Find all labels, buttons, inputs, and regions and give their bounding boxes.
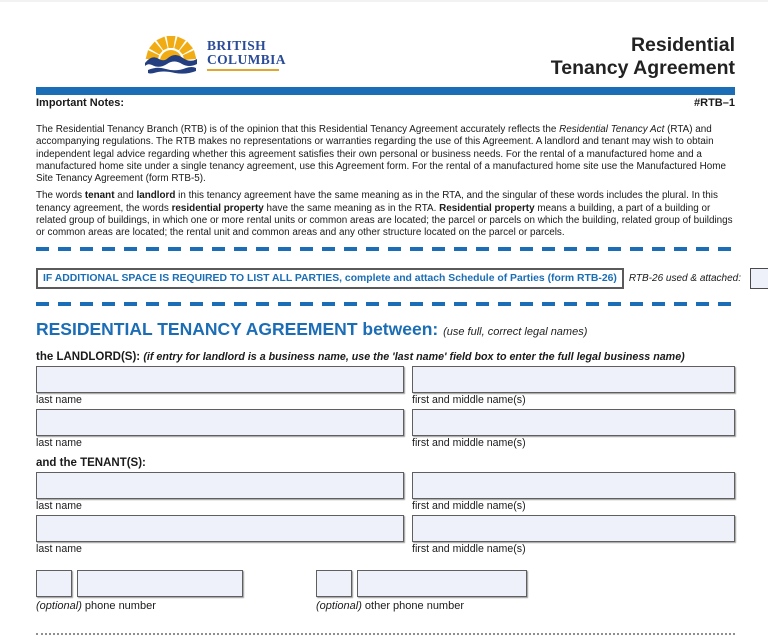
last-name-label: last name [36,542,82,555]
other-phone-label-text: other phone number [364,599,464,612]
form-number: #RTB–1 [694,97,735,109]
first-middle-name-label: first and middle name(s) [412,542,526,555]
landlord-heading-note: (if entry for landlord is a business name, use the 'last name' field box to enter the full legal business name) [143,350,685,363]
tenant-2-last-name-input[interactable] [36,515,404,542]
header-accent-bar [36,87,735,95]
landlord-heading-text: the LANDLORD(S): [36,350,141,363]
blue-dashed-divider-bottom [36,302,735,306]
first-middle-name-label: first and middle name(s) [412,499,526,512]
p2-term-residential-property: residential property [171,202,264,214]
p1-text-a: The Residential Tenancy Branch (RTB) is of the opinion that this Residential Tenancy Agreement accurately reflects the [36,124,560,135]
page-header [36,34,735,82]
p2-text-a: The words [36,190,85,202]
page-title [551,34,735,80]
phone-label-text: phone number [84,599,156,612]
blue-dashed-divider-top [36,247,735,251]
p2-text-b: and [114,190,137,202]
p2-text-c: in this tenancy agreement have the same meaning as in the RTA, and the singular of these words includes the plural. In this tenancy agreement, the words [36,190,718,214]
intro-paragraph-2 [36,190,735,239]
agreement-heading-note: (use full, correct legal names) [443,325,588,338]
optional-label: (optional) [316,599,362,612]
tenant-heading-text: and the TENANT(S): [36,456,146,469]
bc-government-logo [142,34,286,76]
other-phone-number-input[interactable] [357,570,527,597]
other-phone-area-code-input[interactable] [316,570,352,597]
additional-space-notice: IF ADDITIONAL SPACE IS REQUIRED TO LIST ALL PARTIES, complete and attach Schedule of Parties (form RTB-26) [36,268,624,289]
p2-term-tenant: tenant [84,190,115,202]
title-line-2: Tenancy Agreement [550,57,735,79]
landlord-2-first-middle-name-input[interactable] [412,409,735,436]
agreement-between-heading [36,319,735,340]
phone-number-row [36,570,735,612]
landlord-1-last-name-input[interactable] [36,366,404,393]
rtb26-attached-checkbox[interactable] [750,268,768,289]
last-name-label: last name [36,499,82,512]
landlord-section-heading [36,351,735,363]
phone-number-input[interactable] [77,570,243,597]
landlord-2-last-name-input[interactable] [36,409,404,436]
bc-sunrise-logo-icon [142,34,200,76]
tenant-1-first-middle-name-input[interactable] [412,472,735,499]
other-phone-number-group [316,570,566,612]
bc-logo-wordmark [207,39,286,71]
logo-line-british: BRITISH [207,38,267,53]
last-name-label: last name [36,436,82,449]
logo-gold-underline [207,69,279,71]
optional-label: (optional) [36,599,82,612]
title-line-1: Residential [630,34,735,56]
logo-line-columbia: COLUMBIA [207,52,286,67]
p1-act-name: Residential Tenancy Act [559,124,665,135]
agreement-heading-text: RESIDENTIAL TENANCY AGREEMENT between: [36,318,439,339]
p1-text-b: (RTA) and accompanying regulations. The RTB makes no representations or warranties regarding the use of this Agreement. A landlord and tenant may wish to obtain independent legal advice regarding whether this agreement satisfies their own personal or business needs. For the rental of a manufactured home and a manufactured home site under a single tenancy agreement, use this Agreement form. For the rental of a manufactured home site use the Manufactured Home Site Tenancy Agreement (form RTB-5). [36,124,726,185]
phone-area-code-input[interactable] [36,570,72,597]
schedule-notice-row [36,267,741,291]
first-middle-name-label: first and middle name(s) [412,393,526,406]
tenant-2-first-middle-name-input[interactable] [412,515,735,542]
landlord-1-first-middle-name-input[interactable] [412,366,735,393]
tenant-section-heading [36,457,735,469]
tenant-1-last-name-input[interactable] [36,472,404,499]
last-name-label: last name [36,393,82,406]
intro-paragraph-1 [36,124,735,185]
p2-text-e: means a building, a part of a building or related group of buildings, in which one or more rental units or common areas are located; the parcel or parcels on which the building, related group of buildings or common areas are located; the rental unit and common areas and any other structure located on the parcel or parcels. [36,202,733,239]
other-phone-number-label [316,600,566,612]
first-middle-name-label: first and middle name(s) [412,436,526,449]
important-notes-label: Important Notes: [36,97,124,109]
phone-number-label [36,600,276,612]
rtb26-used-label: RTB-26 used & attached: [628,273,741,285]
phone-number-group [36,570,276,612]
p2-text-d: have the same meaning as in the RTA. [263,202,440,214]
section-dotted-divider [36,633,735,635]
p2-term-residential-property-2: Residential property [439,202,535,214]
p2-term-landlord: landlord [136,190,176,202]
